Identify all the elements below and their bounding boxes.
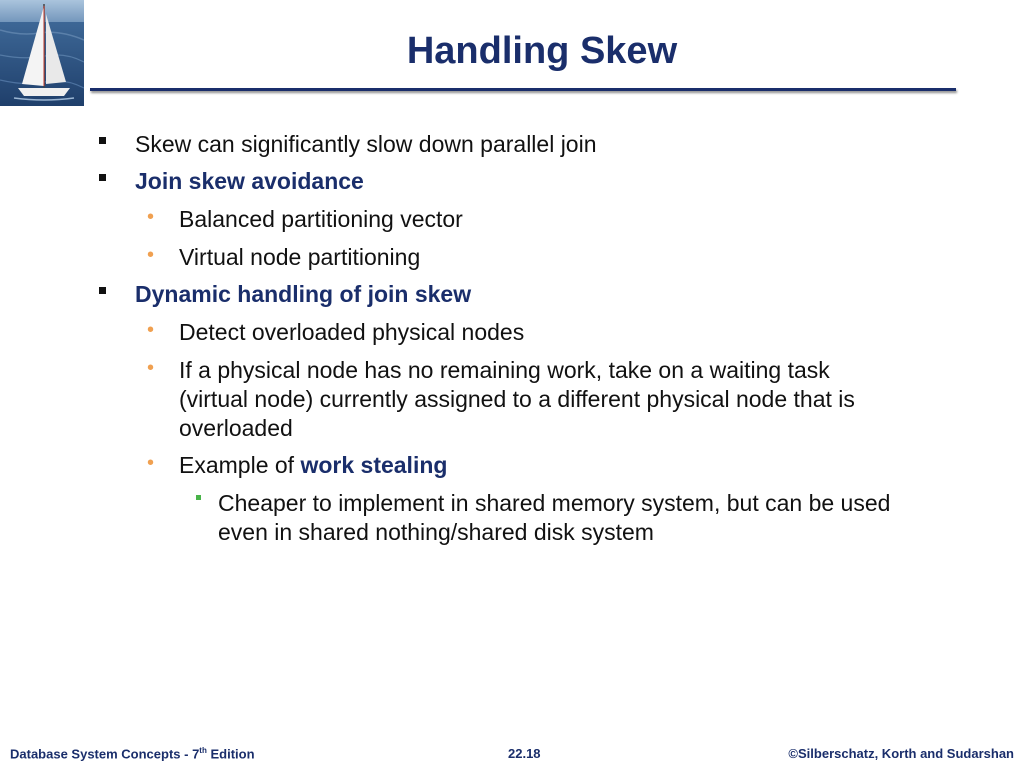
- work-stealing-term: work stealing: [300, 452, 448, 478]
- slide-title: Handling Skew: [406, 30, 678, 72]
- bullet-work-stealing-example: [179, 451, 919, 480]
- green-square-bullet-icon: [196, 495, 201, 500]
- footer-book-title: [10, 746, 255, 761]
- footer-copyright: ©Silberschatz, Korth and Sudarshan: [788, 746, 1014, 761]
- title-divider: [90, 88, 956, 91]
- dot-bullet-icon: •: [147, 452, 155, 474]
- footer-slide-number: 22.18: [508, 746, 541, 761]
- bullet-skew-slowdown: Skew can significantly slow down parallel join: [135, 131, 597, 157]
- footer-title-prefix: Database System Concepts - 7: [10, 746, 200, 762]
- dot-bullet-icon: •: [147, 357, 155, 379]
- dot-bullet-icon: •: [147, 206, 155, 228]
- bullet-take-waiting-task: If a physical node has no remaining work, take on a waiting task (virtual node) currently assigned to a different physical node that is overloaded: [179, 357, 855, 441]
- dot-bullet-icon: •: [147, 319, 155, 341]
- bullet-join-skew-avoidance: Join skew avoidance: [135, 168, 364, 194]
- square-bullet-icon: [99, 287, 106, 294]
- bullet-dynamic-handling: Dynamic handling of join skew: [135, 281, 472, 307]
- work-stealing-prefix: Example of: [179, 452, 301, 478]
- bullet-virtual-node-partitioning: Virtual node partitioning: [179, 244, 421, 270]
- footer-title-sup: th: [199, 746, 207, 755]
- dot-bullet-icon: •: [147, 244, 155, 266]
- bullet-cheaper-shared-memory: Cheaper to implement in shared memory system, but can be used even in shared nothing/shared disk system: [218, 490, 891, 545]
- square-bullet-icon: [99, 137, 106, 144]
- bullet-balanced-partitioning: Balanced partitioning vector: [179, 206, 463, 232]
- bullet-detect-overloaded: Detect overloaded physical nodes: [179, 319, 525, 345]
- footer-title-suffix: Edition: [206, 746, 255, 762]
- square-bullet-icon: [99, 174, 106, 181]
